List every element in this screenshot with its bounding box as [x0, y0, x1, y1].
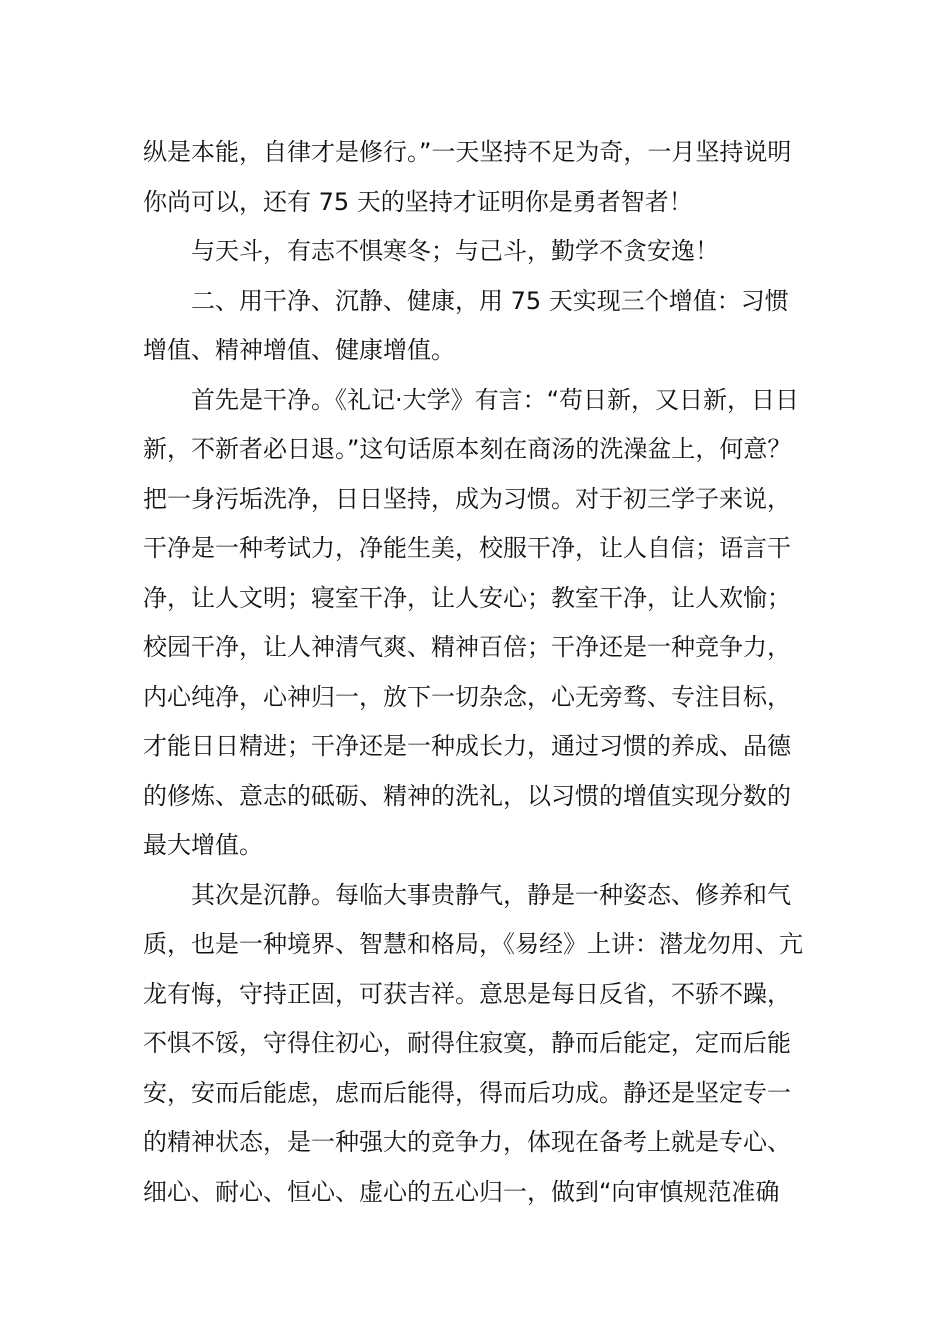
paragraph-continuation: 纵是本能，自律才是修行。”一天坚持不足为奇，一月坚持说明你尚可以，还有 75 天的坚持才证明你是勇者智者！ — [143, 138, 792, 216]
paragraph-calmness: 其次是沉静。每临大事贵静气，静是一种姿态、修养和气质，也是一种境界、智慧和格局，《易经》上讲：潜龙勿用、亢龙有悔，守持正固，可获吉祥。意思是每日反省，不骄不躁，不惧不馁，守得住初心，耐得住寂寞，静而后能定，定而后能安，安而后能虑，虑而后能得，得而后功成。静还是坚定专一的精神状态，是一种强大的竞争力，体现在备考上就是专心、细心、耐心、恒心、虚心的五心归一，做到“向审慎规范准确 — [143, 880, 803, 1206]
paragraph-cleanliness: 首先是干净。《礼记·大学》有言：“苟日新，又日新，日日新，不新者必日退。”这句话原本刻在商汤的洗澡盆上，何意？把一身污垢洗净，日日坚持，成为习惯。对于初三学子来说，干净是一种考试力，净能生美，校服干净，让人自信；语言干净，让人文明；寝室干净，让人安心；教室干净，让人欢愉；校园干净，让人神清气爽、精神百倍；干净还是一种竞争力，内心纯净，心神归一，放下一切杂念，心无旁骛、专注目标，才能日日精进；干净还是一种成长力，通过习惯的养成、品德的修炼、意志的砥砺、精神的洗礼，以习惯的增值实现分数的最大增值。 — [143, 385, 800, 859]
paragraph-motto: 与天斗，有志不惧寒冬；与己斗，勤学不贪安逸！ — [191, 237, 719, 265]
document-body — [143, 128, 808, 1217]
paragraph-section-heading: 二、用干净、沉静、健康，用 75 天实现三个增值：习惯增值、精神增值、健康增值。 — [143, 286, 789, 364]
